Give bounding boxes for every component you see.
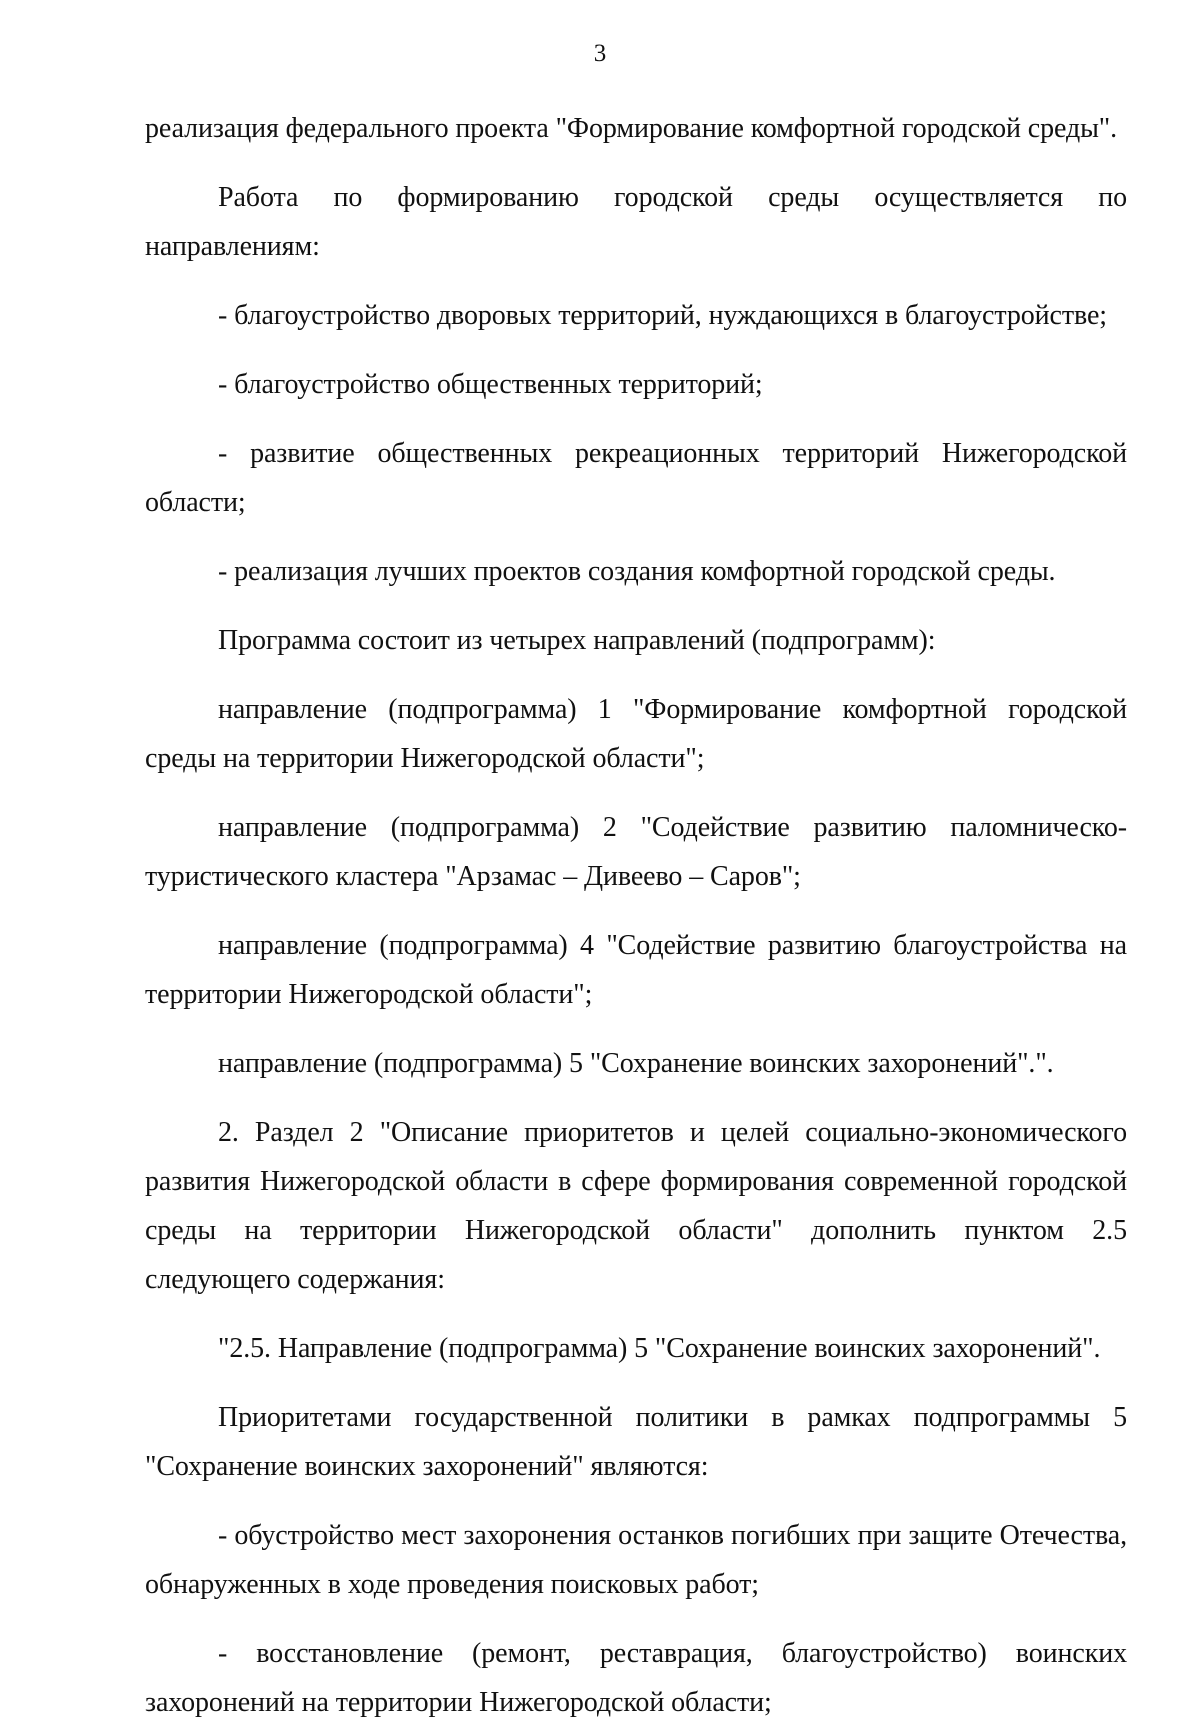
page-number: 3	[593, 40, 607, 67]
paragraph-project-continuation: реализация федерального проекта "Формирование комфортной городской среды".	[145, 113, 1118, 144]
subprogram-1: направление (подпрограмма) 1 "Формирование комфортной городской среды на территории Нижегородской области";	[145, 694, 1127, 774]
subprogram-2: направление (подпрограмма) 2 "Содействие развитию паломническо-туристического кластера "Арзамас – Дивеево – Саров";	[145, 812, 1127, 892]
paragraph-program-composition: Программа состоит из четырех направлений (подпрограмм):	[218, 625, 936, 656]
subprogram-4: направление (подпрограмма) 4 "Содействие развитию благоустройства на территории Нижегородской области";	[145, 930, 1127, 1010]
list-item-recreational-territories: - развитие общественных рекреационных территорий Нижегородской области;	[145, 438, 1127, 518]
list-item-public-territories: - благоустройство общественных территорий;	[218, 369, 763, 400]
list-item-restoration: - восстановление (ремонт, реставрация, благоустройство) воинских захоронений на территории Нижегородской области;	[145, 1638, 1127, 1718]
paragraph-priorities: Приоритетами государственной политики в рамках подпрограммы 5 "Сохранение воинских захоронений" являются:	[145, 1402, 1127, 1482]
document-body	[145, 104, 1127, 1727]
list-item-best-projects: - реализация лучших проектов создания комфортной городской среды.	[218, 556, 1056, 587]
paragraph-2-5-heading: "2.5. Направление (подпрограмма) 5 "Сохранение воинских захоронений".	[218, 1333, 1101, 1364]
paragraph-work-directions: Работа по формированию городской среды осуществляется по направлениям:	[145, 182, 1127, 262]
list-item-burial-sites: - обустройство мест захоронения останков погибших при защите Отечества, обнаруженных в ходе проведения поисковых работ;	[145, 1520, 1127, 1600]
subprogram-5: направление (подпрограмма) 5 "Сохранение воинских захоронений".".	[218, 1048, 1054, 1079]
list-item-yard-territories: - благоустройство дворовых территорий, нуждающихся в благоустройстве;	[218, 300, 1107, 331]
paragraph-section-2-amendment: 2. Раздел 2 "Описание приоритетов и целей социально-экономического развития Нижегородской области в сфере формирования современной городской среды на территории Нижегородской области" дополнить пунктом 2.5 следующего содержания:	[145, 1117, 1127, 1295]
